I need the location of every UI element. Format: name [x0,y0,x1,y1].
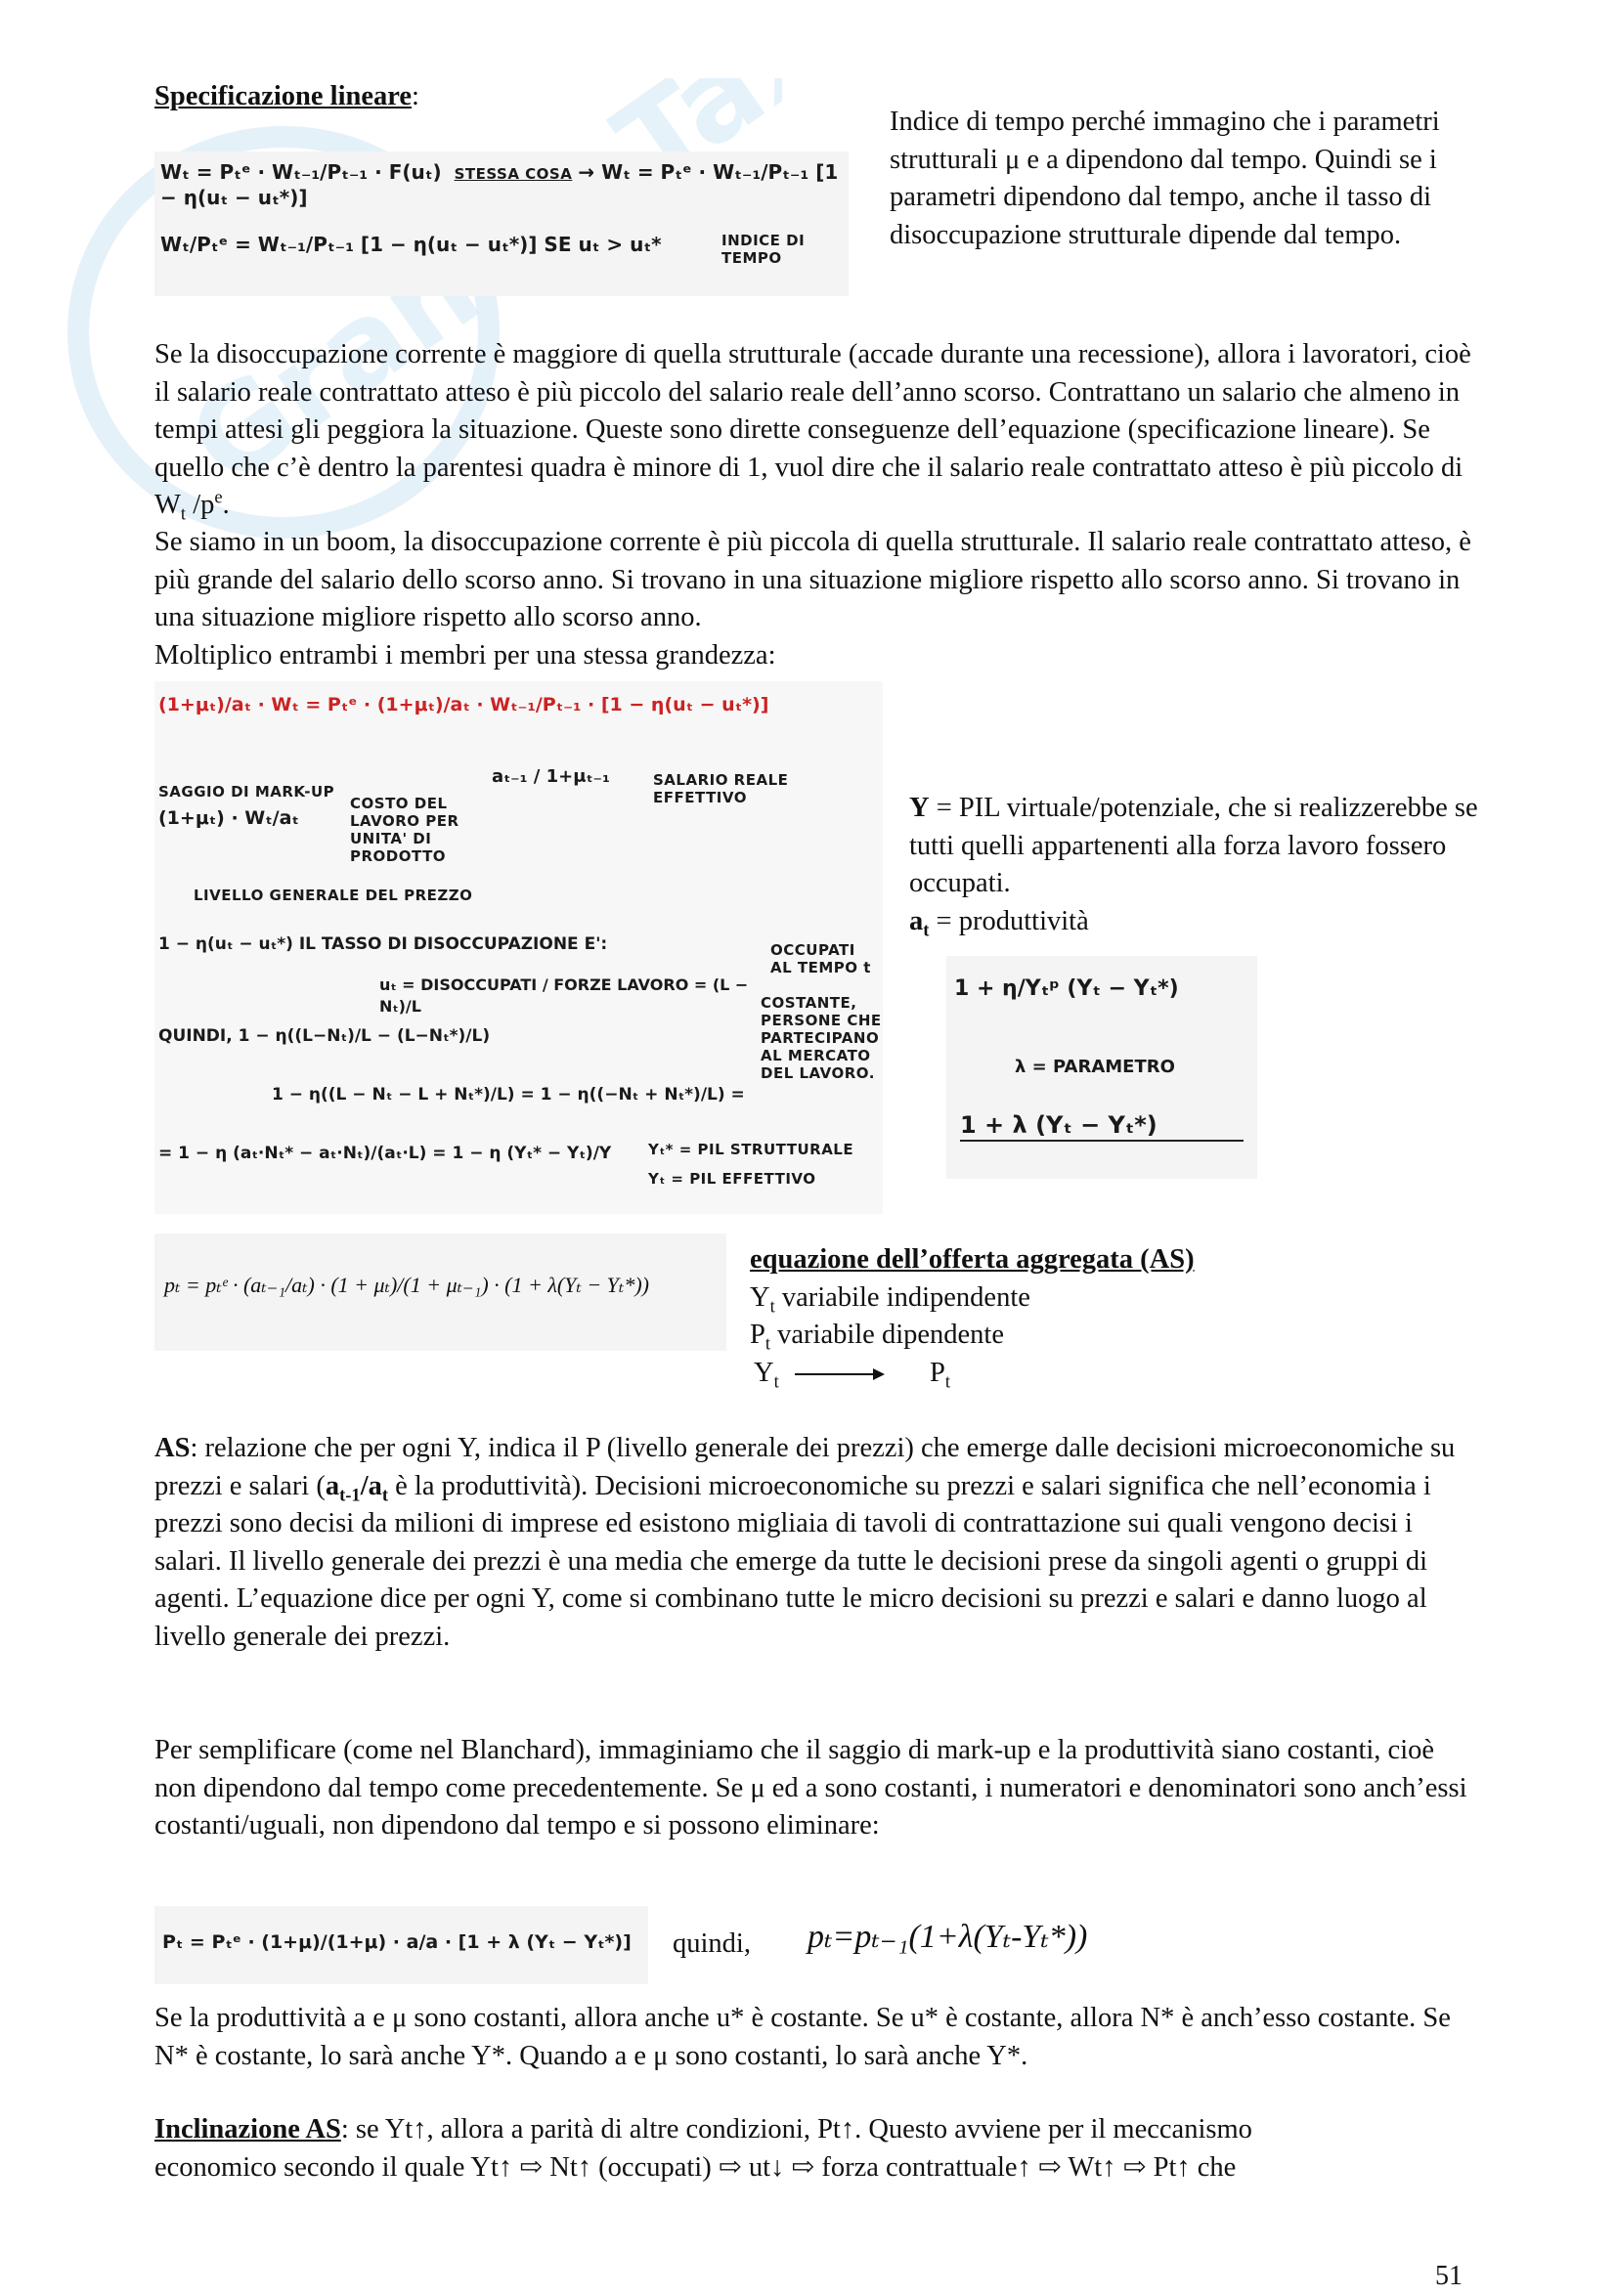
hw1-indice: INDICE DI TEMPO [721,232,806,267]
arrow-right-icon [795,1366,885,1382]
equation-as: pₜ = pₜᵉ · (aₜ₋₁/aₜ) · (1 + μₜ)/(1 + μₜ₋₁) · (1 + λ(Yₜ − Yₜ*)) [164,1273,649,1297]
hw2-pil-strutt: Yₜ* = PIL STRUTTURALE [648,1141,854,1158]
note-time-index: Indice di tempo perché immagino che i parametri strutturali μ e a dipendono dal tempo. Quindi se i parametri dipendono dal tempo, anche il tasso di disoccupazione strutturale dipende dal tempo. [890,107,1440,250]
hw4-formula: Pₜ = Pₜᵉ · (1+μ)/(1+μ) · a/a · [1 + λ (Yₜ − Yₜ*)] [162,1931,632,1953]
hw2-costo: COSTO DEL LAVORO PER UNITA' DI PRODOTTO [350,795,459,865]
as-title-block [750,1241,1434,1392]
hw2-ut-def: uₜ = DISOCCUPATI / FORZE LAVORO = (L − Nₜ)/L [379,975,749,1016]
hw2-frac-prev: aₜ₋₁ / 1+μₜ₋₁ [492,766,610,787]
hw2-step2: 1 − η((L − Nₜ − L + Nₜ*)/L) = 1 − η((−Nₜ + Nₜ*)/L) = [272,1085,745,1105]
hw3-bottom: 1 + λ (Yₜ − Yₜ*) [960,1110,1244,1142]
hw2-occupati: OCCUPATI AL TEMPO t [770,941,871,976]
as-yt: $Y_t$ variabile indipendente [750,1281,1030,1318]
paragraph-boom: Se siamo in un boom, la disoccupazione corrente è più piccola di quella strutturale. Il salario reale contrattato atteso, è più grande del salario dello scorso anno. Si trovano in una situazione migliore rispetto allo scorso anno. Si trovano in una situazione migliore rispetto allo scorso anno. [154,527,1471,632]
heading-specificazione: Specificazione lineare [154,81,413,111]
hw2-quindi: QUINDI, 1 − η((L−Nₜ)/L − (L−Nₜ*)/L) [158,1026,491,1046]
hw1-line2: Wₜ/Pₜᵉ = Wₜ₋₁/Pₜ₋₁ [1 − η(uₜ − uₜ*)] SE uₜ > uₜ* [160,233,662,256]
handwritten-formula-wage [154,152,849,296]
hw2-eq-top: (1+μₜ)/aₜ · Wₜ = Pₜᵉ · (1+μₜ)/aₜ · Wₜ₋₁/Pₜ₋₁ · [1 − η(uₜ − uₜ*)] [158,694,769,715]
hw2-pil-eff: Yₜ = PIL EFFETTIVO [648,1170,816,1188]
heading-inclinazione: Inclinazione AS [154,2114,341,2144]
as-title: equazione dell’offerta aggregata (AS) [750,1244,1195,1275]
page-number: 51 [1435,2261,1463,2291]
handwritten-derivation [154,681,883,1214]
hw2-costante: COSTANTE, PERSONE CHE PARTECIPANO AL MERCATO DEL LAVORO. [761,994,882,1082]
hw2-markup-expr: (1+μₜ) · Wₜ/aₜ [158,807,299,829]
paragraph-constants: Se la produttività a e μ sono costanti, allora anche u* è costante. Se u* è costante, allora N* è anch’esso costante. Se N* è costante, lo sarà anche Y*. Quando a e μ sono costanti, lo sarà anche Y*. [154,2003,1451,2071]
equation-final: pₜ=pₜ₋₁(1+λ(Yₜ-Yₜ*)) [808,1919,1088,1955]
hw2-saggio: SAGGIO DI MARK-UP [158,783,335,801]
hw2-step3: = 1 − η (aₜ·Nₜ* − aₜ·Nₜ)/(aₜ·L) = 1 − η (Yₜ* − Yₜ)/Y [158,1144,612,1163]
quindi-label: quindi, [673,1928,751,1959]
y-definition: Y = PIL virtuale/potenziale, che si realizzerebbe se tutti quelli appartenenti alla forza lavoro fossero occupati. $a_t$ = produttività [909,793,1478,941]
hw2-salario: SALARIO REALE EFFETTIVO [653,771,789,806]
paragraph-as: AS: relazione che per ogni Y, indica il P (livello generale dei prezzi) che emerge dalle decisioni microeconomiche su prezzi e salari ($a_{t-1}/a_t$ è la produttività). Decisioni microeconomiche su prezzi e salari significa che nell’economia i prezzi sono decisi da milioni di imprese ed esistono migliaia di tavoli di contrattazione sui quali vengono decisi i salari. Il livello generale dei prezzi è una media che emerge da tutte le decisioni prese da singoli agenti o gruppi di agenti. L’equazione dice per ogni Y, come si combinano tutte le micro decisioni su prezzi e salari e danno luogo al livello generale dei prezzi. [154,1433,1456,1652]
paragraph-multiply: Moltiplico entrambi i membri per una stessa grandezza: [154,640,776,671]
hw2-tasso: 1 − η(uₜ − uₜ*) IL TASSO DI DISOCCUPAZIONE E': [158,934,608,954]
paragraph-recession: Se la disoccupazione corrente è maggiore di quella strutturale (accade durante una recessione), allora i lavoratori, cioè il salario reale contrattato atteso è più piccolo del salario reale dell’anno scorso. Contrattano un salario che almeno in tempi attesi gli peggiora la situazione. Queste sono dirette conseguenze dell’equazione (specificazione lineare). Se quello che c’è dentro la parentesi quadra è minore di 1, vuol dire che il salario reale contrattato atteso è più piccolo di $W_t$ $/p^e$. [154,339,1471,525]
as-arrow-row: $Y_t$ $P_t$ [754,1357,951,1393]
paragraph-inclinazione: Inclinazione AS: se Yt↑, allora a parità di altre condizioni, Pt↑. Questo avviene per il meccanismo economico secondo il quale Yt↑ ⇨ Nt↑ (occupati) ⇨ ut↓ ⇨ forza contrattuale↑ ⇨ Wt↑ ⇨ Pt↑ che [154,2114,1252,2183]
hw3-top: 1 + η/Yₜᵖ (Yₜ − Yₜ*) [954,976,1179,1001]
hw3-lambda: λ = PARAMETRO [1015,1057,1175,1077]
hw2-livello: LIVELLO GENERALE DEL PREZZO [194,887,473,904]
equation-as-image [154,1234,726,1351]
hw1-line1: Wₜ = Pₜᵉ · Wₜ₋₁/Pₜ₋₁ · F(uₜ) STESSA COSA → Wₜ = Pₜᵉ · Wₜ₋₁/Pₜ₋₁ [1 − η(uₜ − uₜ*)] [160,160,839,209]
section-heading: Specificazione lineare: [154,81,419,111]
handwritten-simplification [154,1906,648,1984]
handwritten-lambda [946,956,1257,1179]
as-pt: $P_t$ variabile dipendente [750,1320,1004,1355]
paragraph-blanchard: Per semplificare (come nel Blanchard), immaginiamo che il saggio di mark-up e la produttività siano costanti, cioè non dipendono dal tempo come precedentemente. Se μ ed a sono costanti, i numeratori e denominatori sono anch’essi costanti/uguali, non dipendono dal tempo e si possono eliminare: [154,1735,1467,1841]
